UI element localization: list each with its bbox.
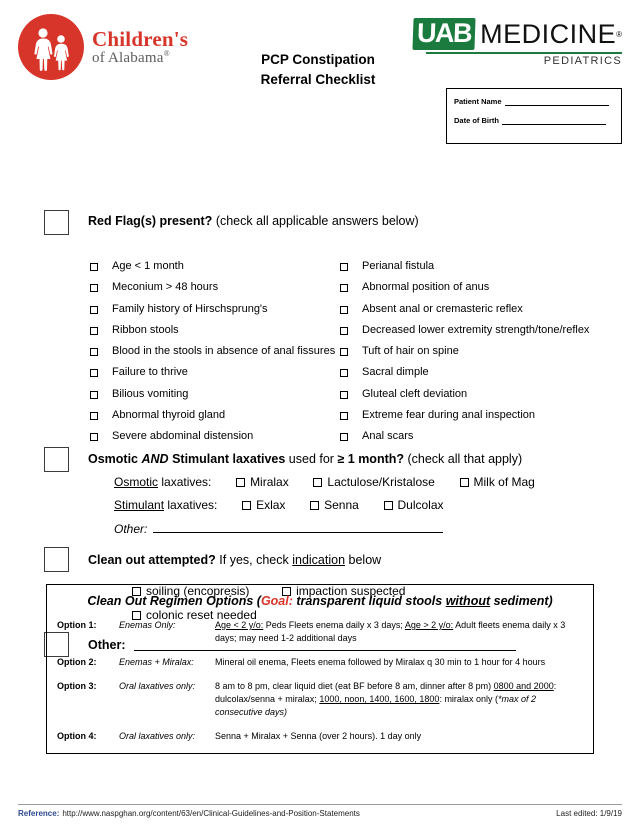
checkbox-icon[interactable] [90,263,98,271]
checkbox-icon[interactable] [340,391,348,399]
list-item-label: Ribbon stools [112,323,179,336]
uab-mark: UAB [413,18,476,50]
checkbox-icon[interactable] [90,369,98,377]
uab-registered-mark: ® [616,29,622,39]
list-item-label: Sacral dimple [362,366,429,379]
list-item[interactable] [90,366,350,380]
checkbox-icon[interactable] [313,478,322,487]
osmotic-label: Osmotic [114,475,159,489]
logo-mark-icon [18,14,84,80]
osmotic-option-label: Lactulose/Kristalose [327,475,435,489]
list-item[interactable] [340,430,630,444]
list-item-label: Failure to thrive [112,366,188,379]
date-of-birth-input[interactable] [502,115,606,125]
stimulant-label: Stimulant [114,498,165,512]
list-item[interactable] [340,366,630,380]
regimen-option-label: Option 1: [57,620,97,630]
checkbox-icon[interactable] [340,306,348,314]
laxatives-options [114,475,535,545]
table-row [57,730,583,743]
list-item-label: Abnormal position of anus [362,281,490,294]
document-footer [18,804,622,818]
osmotic-option-label: Miralax [250,475,289,489]
regimen-description: 8 am to 8 pm, clear liquid diet (eat BF before 8 am, dinner after 8 pm) 0800 and 2000: dulcolax/senna + miralax; 1000, noon, 1400, 1600, 1800: miralax only (*max of 2 consecutive days) [215,681,557,718]
logo-line-2: of Alabama® [92,48,170,66]
laxatives-other-row [114,521,535,536]
regimen-option-label: Option 2: [57,657,97,668]
uab-medicine-logo [413,18,622,67]
list-item-label: Blood in the stools in absence of anal fissures [112,345,336,357]
stimulant-option-label: Senna [324,498,359,512]
list-item[interactable] [340,303,630,317]
list-item-label: Abnormal thyroid gland [112,408,226,421]
patient-name-row [454,96,614,106]
checkbox-icon[interactable] [340,284,348,292]
regimen-description: Senna + Miralax + Senna (over 2 hours). 1 day only [215,731,422,742]
list-item[interactable] [90,409,350,423]
reference-label: Reference: [18,809,60,818]
list-item[interactable] [90,324,350,338]
checkbox-icon[interactable] [242,501,251,510]
red-flags-left-column [90,260,350,451]
last-edited: Last edited: 1/9/19 [556,809,622,818]
checkbox-icon[interactable] [310,501,319,510]
clean-out-option-label: soiling (encopresis) [146,584,250,598]
list-item-label: Age < 1 month [112,260,184,272]
table-row [57,656,583,669]
checkbox-icon[interactable] [384,501,393,510]
list-item[interactable] [90,345,350,359]
list-item-label: Anal scars [362,430,414,442]
red-flags-right-column [340,260,630,451]
list-item-label: Perianal fistula [362,260,435,272]
list-item-label: Decreased lower extremity strength/tone/reflex [362,323,590,336]
stimulant-option-label: Dulcolax [397,498,444,512]
regimen-kind-label: Oral laxatives only: [119,681,196,692]
checkbox-icon[interactable] [90,284,98,292]
list-item-label: Gluteal cleft deviation [362,387,468,400]
stimulant-row: Stimulant laxatives: Exlax Senna Dulcolax [114,498,444,512]
checkbox-icon[interactable] [340,348,348,356]
clean-out-option-label: colonic reset needed [146,608,257,622]
checkbox-icon[interactable] [236,478,245,487]
osmotic-row: Osmotic laxatives: Miralax Lactulose/Kristalose Milk of Mag [114,475,535,489]
regimen-option-label: Option 3: [57,681,97,692]
checkbox-icon[interactable] [340,433,348,441]
list-item-label: Severe abdominal distension [112,430,254,442]
document-header [0,0,640,92]
other-heading: Other: [88,638,516,652]
regimen-kind-label: Enemas + Miralax: [119,657,194,668]
red-flags-checkbox[interactable] [44,210,69,235]
checkbox-icon[interactable] [90,327,98,335]
checkbox-icon[interactable] [90,412,98,420]
checkbox-icon[interactable] [340,369,348,377]
regimen-description: Age < 2 y/o: Peds Fleets enema daily x 3 days; Age > 2 y/o: Adult fleets enema daily x 3 days; may need 1-2 additional days [215,620,566,644]
list-item[interactable] [340,345,630,359]
reference-url[interactable]: http://www.naspghan.org/content/63/en/Clinical-Guidelines-and-Position-Statements [62,809,360,818]
regimen-kind-label: Enemas Only: [119,620,176,630]
red-flags-heading: Red Flag(s) present? (check all applicable answers below) [88,214,419,228]
patient-name-label: Patient Name [454,97,502,106]
list-item[interactable] [90,281,350,295]
laxatives-other-label: Other: [114,522,148,536]
stimulant-option-label: Exlax [256,498,286,512]
regimen-description: Mineral oil enema, Fleets enema followed by Miralax q 30 min to 1 hour for 4 hours [215,657,546,668]
list-item[interactable] [340,324,630,338]
list-item-label: Bilious vomiting [112,387,189,400]
list-item-label: Absent anal or cremasteric reflex [362,302,523,315]
list-item[interactable] [340,409,630,423]
list-item-label: Family history of Hirschsprung's [112,302,268,315]
clean-out-heading: Clean out attempted? If yes, check indication below [88,553,382,567]
list-item[interactable] [340,260,630,274]
checkbox-icon[interactable] [90,306,98,314]
childrens-of-alabama-logo [18,14,188,80]
list-item[interactable] [90,430,350,444]
date-of-birth-label: Date of Birth [454,116,499,125]
page-title-line-2: Referral Checklist [260,71,376,87]
table-row [57,619,583,645]
uab-wordmark: MEDICINE [480,18,617,49]
page-title [228,50,408,89]
checkbox-icon[interactable] [90,348,98,356]
list-item[interactable] [340,281,630,295]
regimen-title: Clean Out Regimen Options (Goal: transparent liquid stools without sediment) [87,594,553,608]
list-item[interactable] [340,388,630,402]
logo-line-1: Children's [92,26,189,51]
regimen-kind-label: Oral laxatives only: [119,731,196,742]
checkbox-icon[interactable] [340,412,348,420]
checkbox-icon[interactable] [90,391,98,399]
checkbox-icon[interactable] [340,263,348,271]
list-item-label: Extreme fear during anal inspection [362,408,536,421]
patient-name-input[interactable] [505,96,609,106]
list-item[interactable] [90,260,350,274]
laxatives-checkbox[interactable] [44,447,69,472]
date-of-birth-row [454,115,614,125]
regimen-option-label: Option 4: [57,731,97,742]
list-item[interactable] [90,388,350,402]
list-item-label: Tuft of hair on spine [362,345,459,357]
page-title-line-1: PCP Constipation [261,52,375,67]
list-item-label: Meconium > 48 hours [112,281,219,294]
clean-out-checkbox[interactable] [44,547,69,572]
patient-info-box [446,88,622,144]
uab-divider [426,52,622,54]
checkbox-icon[interactable] [460,478,469,487]
list-item[interactable] [90,303,350,317]
checkbox-icon[interactable] [90,433,98,441]
osmotic-option-label: Milk of Mag [473,475,535,489]
laxatives-heading: Osmotic AND Stimulant laxatives used for ≥ 1 month? (check all that apply) [88,452,523,466]
table-row [57,680,583,719]
logo-wordmark [92,28,188,67]
laxatives-other-input[interactable] [153,521,443,533]
uab-subtitle: PEDIATRICS [543,55,622,67]
checkbox-icon[interactable] [340,327,348,335]
clean-out-regimen-table [46,584,594,754]
footer-reference [18,809,360,818]
clean-out-option-label: impaction suspected [296,584,406,598]
